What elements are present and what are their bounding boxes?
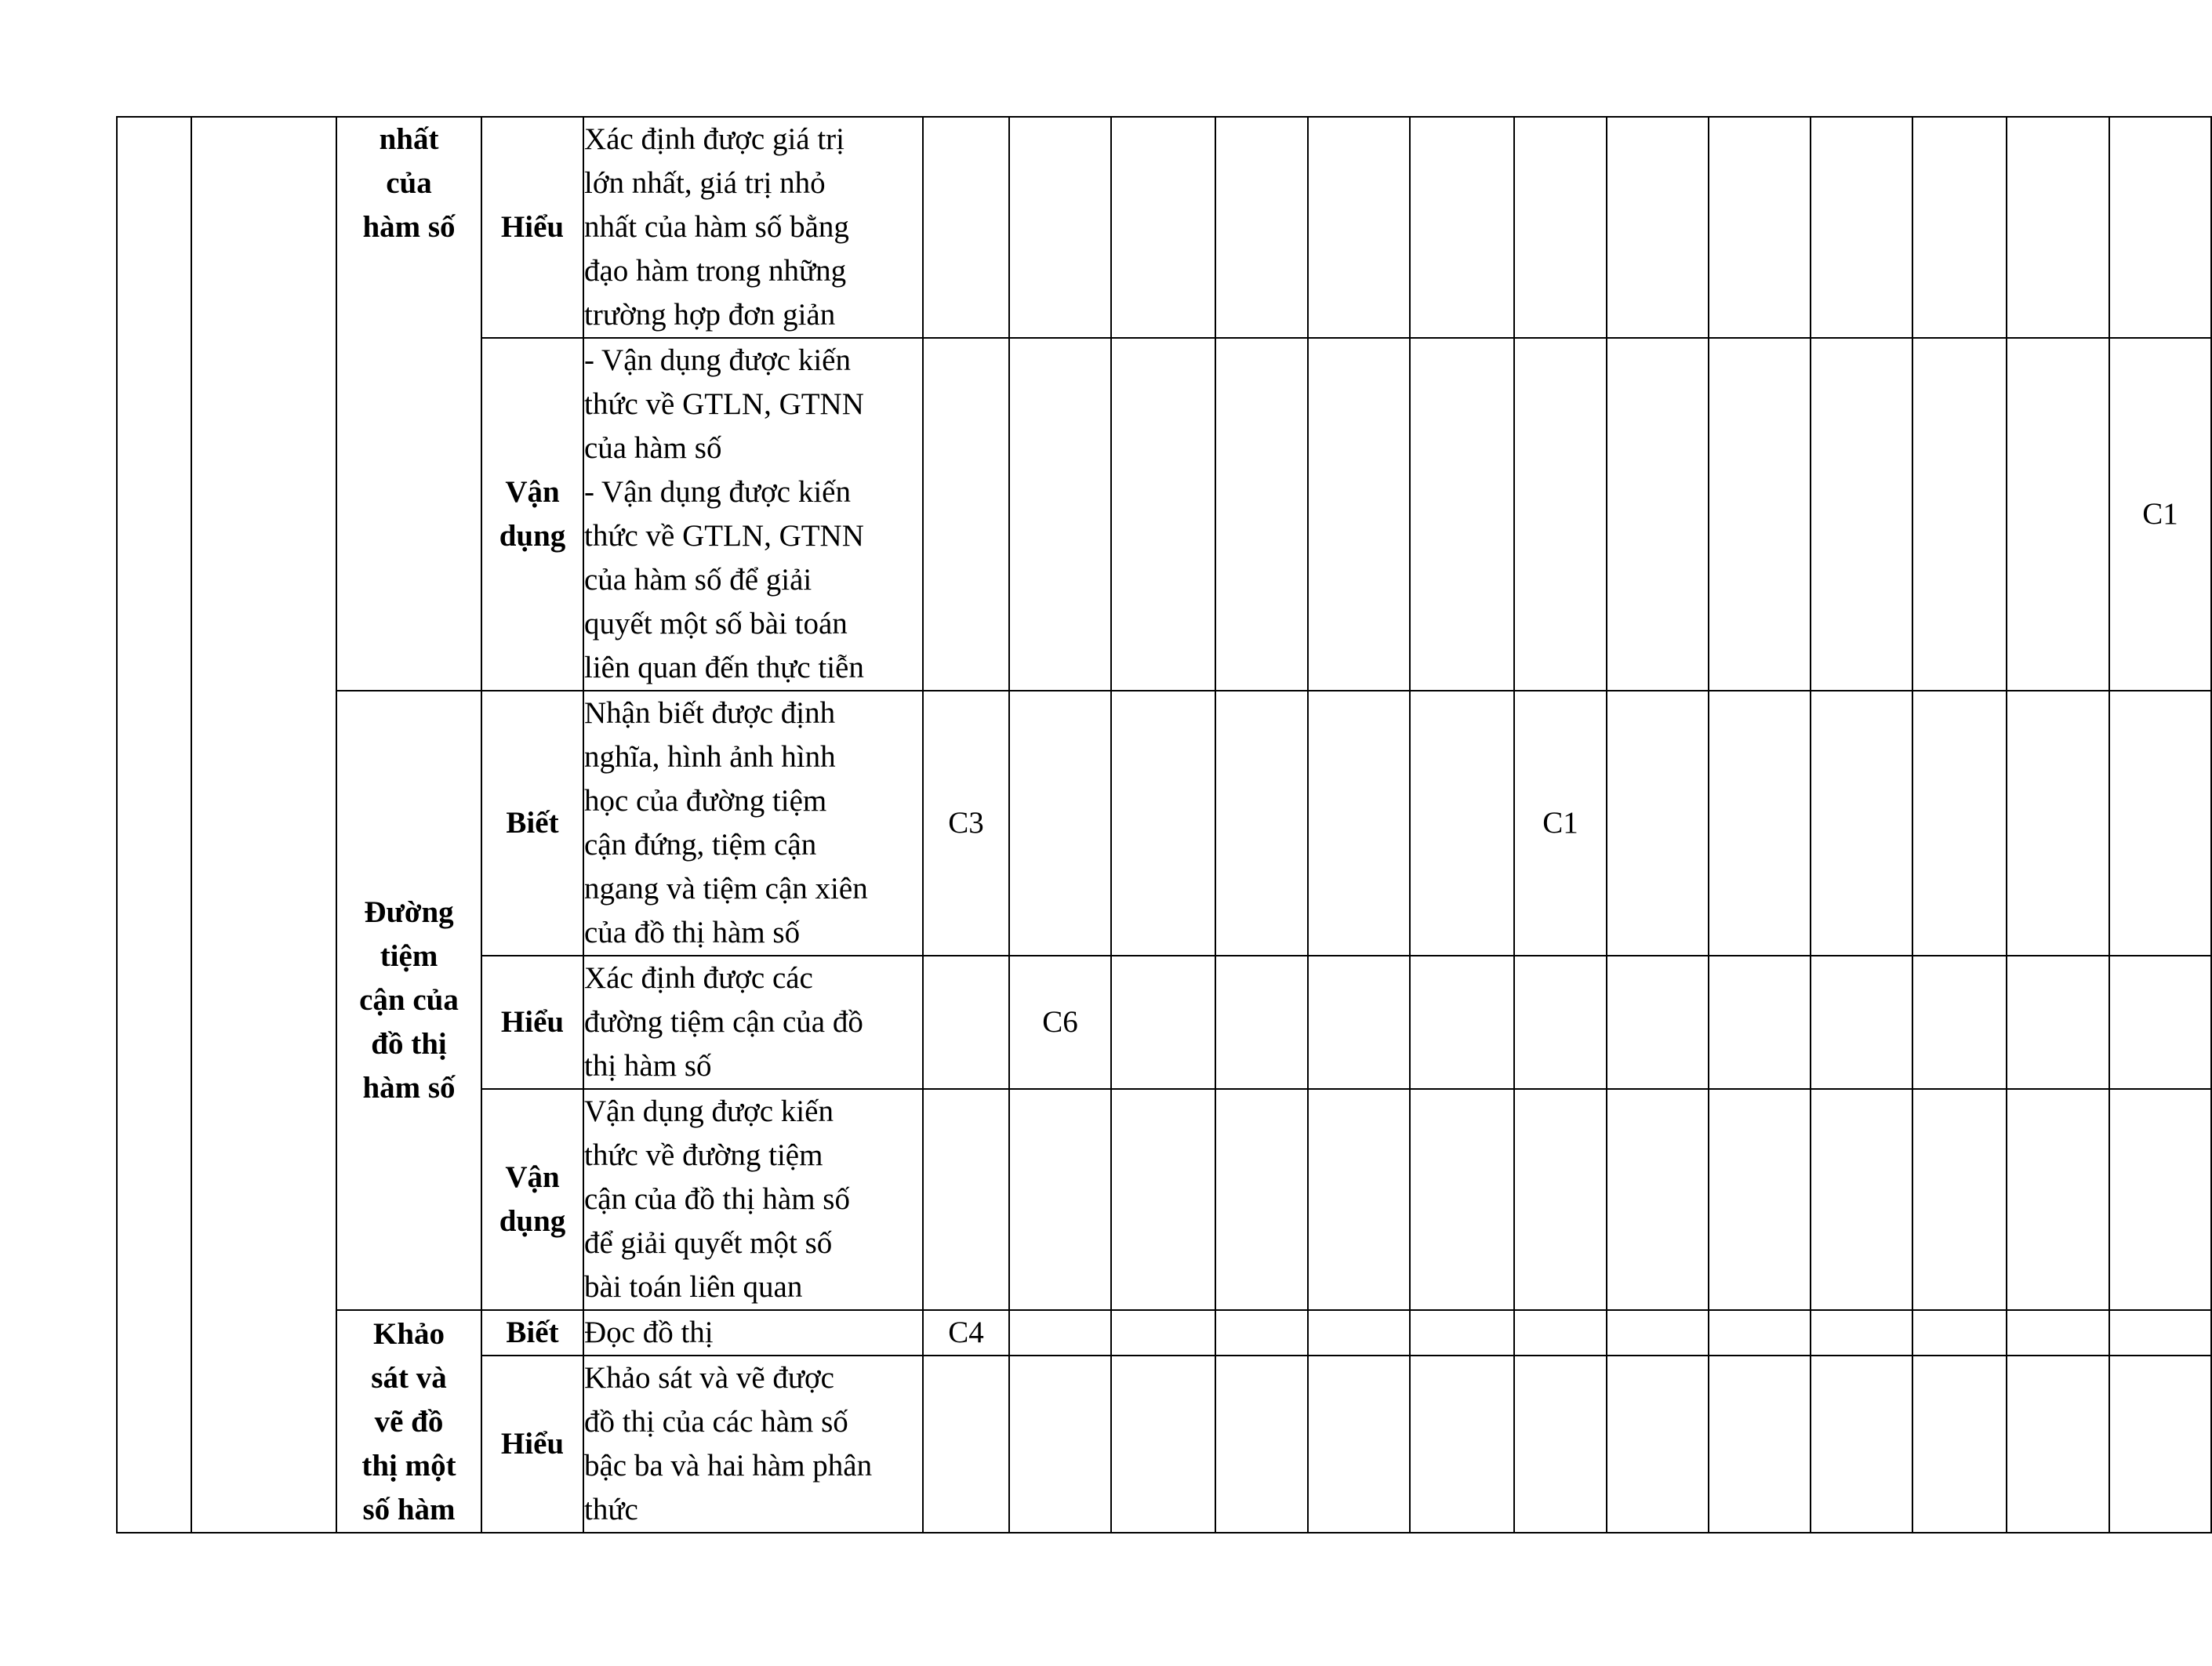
question-mark-cell bbox=[1607, 117, 1709, 338]
question-mark-cell bbox=[1111, 956, 1215, 1089]
topic-line: sát và bbox=[371, 1361, 447, 1395]
topic-line: đồ thị bbox=[371, 1027, 447, 1061]
topic-line: hàm số bbox=[362, 210, 456, 244]
level-cell bbox=[481, 338, 583, 691]
description-line: liên quan đến thực tiễn bbox=[584, 651, 864, 684]
content-cell bbox=[191, 117, 336, 1533]
question-mark-cell bbox=[1912, 956, 2007, 1089]
question-mark-cell bbox=[1111, 1310, 1215, 1356]
question-mark-cell bbox=[1607, 1310, 1709, 1356]
description-cell bbox=[583, 338, 923, 691]
topic-line: vẽ đồ bbox=[374, 1405, 444, 1439]
question-mark-cell bbox=[1009, 1089, 1111, 1310]
question-mark-cell bbox=[2007, 117, 2109, 338]
level-cell bbox=[481, 117, 583, 338]
description-line: của đồ thị hàm số bbox=[584, 916, 801, 949]
question-mark-cell bbox=[2109, 117, 2211, 338]
description-line: thức về GTLN, GTNN bbox=[584, 387, 864, 421]
question-mark-cell bbox=[1410, 338, 1514, 691]
topic-line: số hàm bbox=[362, 1493, 456, 1526]
level-line: Hiểu bbox=[500, 1005, 565, 1039]
question-mark-cell bbox=[1111, 338, 1215, 691]
question-mark-cell bbox=[1215, 1356, 1308, 1533]
question-mark-cell bbox=[2007, 691, 2109, 956]
description-line: thức về GTLN, GTNN bbox=[584, 519, 864, 553]
question-mark-cell bbox=[1709, 1310, 1811, 1356]
description-line: thức bbox=[584, 1493, 638, 1526]
level-line: dụng bbox=[499, 1204, 566, 1238]
description-line: thị hàm số bbox=[584, 1049, 712, 1083]
question-mark-cell: C4 bbox=[923, 1310, 1009, 1356]
question-mark-cell bbox=[1912, 338, 2007, 691]
question-mark-cell bbox=[2007, 1310, 2109, 1356]
question-mark-cell bbox=[1607, 956, 1709, 1089]
level-cell bbox=[481, 1310, 583, 1356]
level-line: Hiểu bbox=[500, 210, 565, 244]
question-mark-cell bbox=[1709, 1356, 1811, 1533]
table-row bbox=[117, 691, 2211, 956]
level-cell bbox=[481, 1356, 583, 1533]
question-mark-cell bbox=[1410, 1089, 1514, 1310]
question-mark-cell bbox=[1607, 691, 1709, 956]
question-mark-cell bbox=[1410, 1310, 1514, 1356]
question-mark-cell bbox=[1607, 1089, 1709, 1310]
question-mark-cell bbox=[1215, 1089, 1308, 1310]
topic-cell bbox=[336, 117, 481, 691]
description-line: của hàm số để giải bbox=[584, 563, 812, 597]
assessment-matrix-table bbox=[116, 116, 2212, 1534]
description-line: quyết một số bài toán bbox=[584, 607, 848, 641]
question-mark-cell bbox=[1111, 691, 1215, 956]
question-mark-cell bbox=[1308, 1356, 1410, 1533]
question-mark-cell bbox=[923, 1089, 1009, 1310]
description-line: Nhận biết được định bbox=[584, 696, 836, 730]
description-cell bbox=[583, 1356, 923, 1533]
description-line: của hàm số bbox=[584, 431, 722, 465]
question-mark-cell bbox=[1811, 117, 1912, 338]
question-mark-cell bbox=[1215, 338, 1308, 691]
question-mark-cell bbox=[1215, 1310, 1308, 1356]
question-mark-cell: C1 bbox=[1514, 691, 1607, 956]
question-mark-cell bbox=[1009, 117, 1111, 338]
question-mark-cell bbox=[2007, 1356, 2109, 1533]
question-mark-cell: C6 bbox=[1009, 956, 1111, 1089]
level-line: Biết bbox=[506, 806, 559, 840]
description-line: Khảo sát và vẽ được bbox=[584, 1361, 834, 1395]
level-line: Vận bbox=[505, 475, 560, 509]
question-mark-cell bbox=[2007, 956, 2109, 1089]
question-mark-cell bbox=[1215, 691, 1308, 956]
question-mark-cell bbox=[1410, 691, 1514, 956]
description-line: Đọc đồ thị bbox=[584, 1316, 714, 1349]
question-mark-cell bbox=[1215, 117, 1308, 338]
question-mark-cell bbox=[1111, 1089, 1215, 1310]
question-mark-cell bbox=[2109, 691, 2211, 956]
level-cell bbox=[481, 956, 583, 1089]
level-cell bbox=[481, 1089, 583, 1310]
question-mark-cell bbox=[2007, 1089, 2109, 1310]
description-line: đường tiệm cận của đồ bbox=[584, 1005, 863, 1039]
question-mark-cell bbox=[2007, 338, 2109, 691]
description-line: nhất của hàm số bằng bbox=[584, 210, 849, 244]
question-mark-cell bbox=[1009, 1310, 1111, 1356]
question-mark-cell bbox=[1811, 338, 1912, 691]
topic-line: Khảo bbox=[372, 1317, 445, 1351]
level-line: Vận bbox=[505, 1160, 560, 1194]
question-mark-cell bbox=[1912, 1356, 2007, 1533]
description-line: bài toán liên quan bbox=[584, 1270, 803, 1304]
description-line: - Vận dụng được kiến bbox=[584, 475, 851, 509]
topic-line: hàm số bbox=[362, 1071, 456, 1105]
description-line: trường hợp đơn giản bbox=[584, 298, 836, 332]
question-mark-cell bbox=[2109, 1310, 2211, 1356]
question-mark-cell bbox=[923, 1356, 1009, 1533]
question-mark-cell bbox=[1514, 117, 1607, 338]
table-row bbox=[117, 117, 2211, 338]
description-line: - Vận dụng được kiến bbox=[584, 343, 851, 377]
question-mark-cell bbox=[1709, 956, 1811, 1089]
question-mark-cell bbox=[1607, 1356, 1709, 1533]
matrix-body bbox=[117, 117, 2211, 1533]
level-cell bbox=[481, 691, 583, 956]
description-line: đồ thị của các hàm số bbox=[584, 1405, 848, 1439]
level-line: dụng bbox=[499, 519, 566, 553]
topic-line: của bbox=[386, 166, 432, 200]
description-cell bbox=[583, 691, 923, 956]
question-mark-cell bbox=[1111, 1356, 1215, 1533]
topic-line: thị một bbox=[361, 1449, 456, 1483]
description-line: cận đứng, tiệm cận bbox=[584, 828, 817, 862]
question-mark-cell: C1 bbox=[2109, 338, 2211, 691]
question-mark-cell bbox=[923, 956, 1009, 1089]
question-mark-cell bbox=[1009, 338, 1111, 691]
question-mark-cell bbox=[1514, 338, 1607, 691]
question-mark-cell bbox=[1811, 691, 1912, 956]
topic-cell bbox=[336, 691, 481, 1310]
question-mark-cell bbox=[1811, 1356, 1912, 1533]
question-mark-cell bbox=[1912, 1089, 2007, 1310]
topic-line: Đường bbox=[364, 895, 454, 929]
level-line: Hiểu bbox=[500, 1427, 565, 1461]
description-cell bbox=[583, 1089, 923, 1310]
description-line: Xác định được các bbox=[584, 961, 813, 995]
description-line: ngang và tiệm cận xiên bbox=[584, 872, 868, 906]
question-mark-cell bbox=[1912, 691, 2007, 956]
description-line: nghĩa, hình ảnh hình bbox=[584, 740, 836, 774]
question-mark-cell bbox=[1410, 1356, 1514, 1533]
question-mark-cell bbox=[1912, 117, 2007, 338]
question-mark-cell bbox=[1514, 1310, 1607, 1356]
question-mark-cell bbox=[2109, 1356, 2211, 1533]
question-mark-cell bbox=[1811, 1089, 1912, 1310]
level-line: Biết bbox=[506, 1316, 559, 1349]
question-mark-cell bbox=[1215, 956, 1308, 1089]
question-mark-cell bbox=[2109, 956, 2211, 1089]
question-mark-cell bbox=[1709, 338, 1811, 691]
question-mark-cell bbox=[1912, 1310, 2007, 1356]
question-mark-cell bbox=[1514, 1089, 1607, 1310]
question-mark-cell: C3 bbox=[923, 691, 1009, 956]
description-cell bbox=[583, 117, 923, 338]
description-cell bbox=[583, 1310, 923, 1356]
question-mark-cell bbox=[1308, 117, 1410, 338]
topic-line: nhất bbox=[379, 122, 439, 156]
question-mark-cell bbox=[923, 338, 1009, 691]
question-mark-cell bbox=[923, 117, 1009, 338]
description-line: đạo hàm trong những bbox=[584, 254, 847, 288]
description-line: Vận dụng được kiến bbox=[584, 1094, 834, 1128]
question-mark-cell bbox=[1709, 117, 1811, 338]
question-mark-cell bbox=[1111, 117, 1215, 338]
question-mark-cell bbox=[1709, 1089, 1811, 1310]
description-line: lớn nhất, giá trị nhỏ bbox=[584, 166, 826, 200]
question-mark-cell bbox=[1009, 691, 1111, 956]
table-row bbox=[117, 1310, 2211, 1356]
question-mark-cell bbox=[2109, 1089, 2211, 1310]
question-mark-cell bbox=[1514, 956, 1607, 1089]
question-mark-cell bbox=[1308, 1310, 1410, 1356]
question-mark-cell bbox=[1514, 1356, 1607, 1533]
question-mark-cell bbox=[1308, 691, 1410, 956]
question-mark-cell bbox=[1811, 1310, 1912, 1356]
question-mark-cell bbox=[1308, 1089, 1410, 1310]
index-cell bbox=[117, 117, 191, 1533]
question-mark-cell bbox=[1709, 691, 1811, 956]
question-mark-cell bbox=[1607, 338, 1709, 691]
question-mark-cell bbox=[1308, 956, 1410, 1089]
description-line: thức về đường tiệm bbox=[584, 1138, 823, 1172]
description-line: Xác định được giá trị bbox=[584, 122, 844, 156]
topic-line: cận của bbox=[359, 983, 459, 1017]
description-line: cận của đồ thị hàm số bbox=[584, 1182, 850, 1216]
description-line: để giải quyết một số bbox=[584, 1226, 833, 1260]
question-mark-cell bbox=[1308, 338, 1410, 691]
description-line: bậc ba và hai hàm phân bbox=[584, 1449, 873, 1483]
description-line: học của đường tiệm bbox=[584, 784, 827, 818]
topic-line: tiệm bbox=[380, 939, 438, 973]
question-mark-cell bbox=[1811, 956, 1912, 1089]
question-mark-cell bbox=[1410, 117, 1514, 338]
topic-cell bbox=[336, 1310, 481, 1533]
question-mark-cell bbox=[1009, 1356, 1111, 1533]
question-mark-cell bbox=[1410, 956, 1514, 1089]
description-cell bbox=[583, 956, 923, 1089]
